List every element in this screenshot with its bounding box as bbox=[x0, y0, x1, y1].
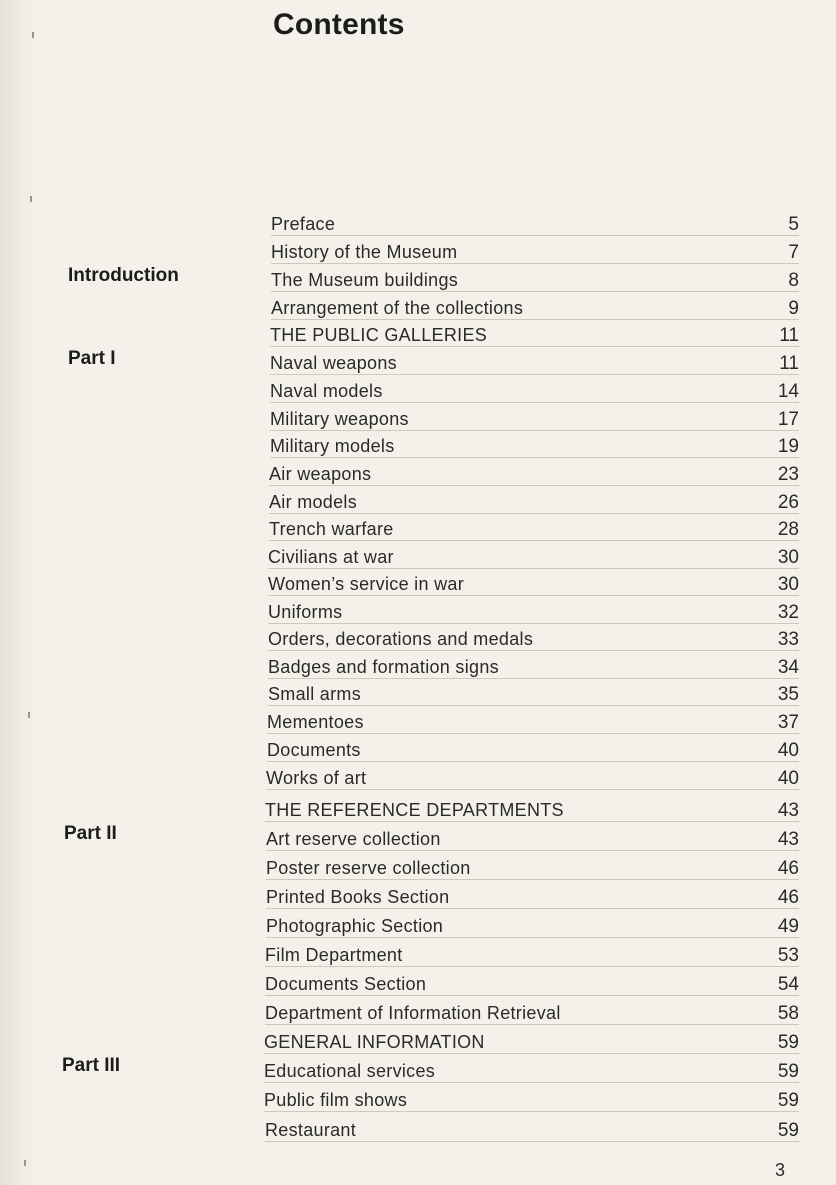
toc-entry-title: Documents bbox=[267, 740, 361, 760]
toc-entry-title: Public film shows bbox=[264, 1090, 408, 1110]
toc-entry-title: Naval weapons bbox=[270, 353, 397, 373]
toc-entry bbox=[271, 265, 799, 292]
toc-entry-title: Film Department bbox=[265, 945, 403, 965]
toc-entry bbox=[271, 293, 799, 320]
toc-entry bbox=[270, 320, 799, 347]
toc-entry bbox=[270, 431, 799, 458]
page-title: Contents bbox=[273, 8, 405, 41]
toc-entry-page: 54 bbox=[777, 974, 799, 995]
toc-entry-page: 59 bbox=[777, 1090, 799, 1111]
toc-entry-title: Preface bbox=[271, 214, 336, 234]
paper-speck bbox=[32, 32, 34, 38]
toc-entry-title: Air weapons bbox=[269, 464, 372, 484]
toc-entry-page: 46 bbox=[777, 858, 799, 879]
toc-entry bbox=[264, 1027, 799, 1054]
toc-entry-title: Educational services bbox=[264, 1061, 436, 1081]
toc-entry bbox=[267, 707, 799, 734]
toc-entry-title: THE REFERENCE DEPARTMENTS bbox=[265, 800, 564, 820]
toc-entry bbox=[270, 376, 799, 403]
toc-entry-title: History of the Museum bbox=[271, 242, 458, 262]
toc-entry-page: 30 bbox=[777, 547, 799, 568]
toc-entry-title: Women’s service in war bbox=[268, 574, 464, 594]
toc-entry bbox=[265, 998, 799, 1025]
toc-entry-title: Trench warfare bbox=[269, 519, 394, 539]
toc-entry-page: 49 bbox=[777, 916, 799, 937]
section-label: Introduction bbox=[68, 265, 179, 286]
page-number: 3 bbox=[775, 1160, 786, 1180]
toc-entry bbox=[269, 487, 799, 514]
toc-entry-title: Art reserve collection bbox=[266, 829, 441, 849]
toc-entry-page: 11 bbox=[779, 353, 799, 374]
toc-entry-title: Works of art bbox=[266, 768, 367, 788]
toc-entry bbox=[270, 404, 799, 431]
toc-entry bbox=[268, 597, 799, 624]
toc-entry bbox=[266, 763, 799, 790]
toc-entry-title: Orders, decorations and medals bbox=[268, 629, 534, 649]
section-label: Part II bbox=[64, 823, 117, 844]
toc-entry bbox=[266, 911, 799, 938]
toc-entry-title: Photographic Section bbox=[266, 916, 444, 936]
toc-entry bbox=[265, 795, 799, 822]
page-binding-shadow bbox=[0, 0, 38, 1185]
paper-speck bbox=[30, 196, 32, 202]
toc-entry-page: 46 bbox=[777, 887, 799, 908]
toc-entry-page: 35 bbox=[777, 684, 799, 705]
toc-entry-page: 40 bbox=[777, 740, 799, 761]
paper-speck bbox=[28, 712, 30, 718]
section-label: Part I bbox=[68, 348, 116, 369]
toc-entry bbox=[269, 514, 799, 541]
toc-entry-page: 53 bbox=[777, 945, 799, 966]
toc-entry bbox=[270, 348, 799, 375]
toc-entry-page: 23 bbox=[777, 464, 799, 485]
toc-entry-page: 19 bbox=[777, 436, 799, 457]
toc-entry-page: 11 bbox=[779, 325, 799, 346]
toc-entry-page: 28 bbox=[777, 519, 799, 540]
toc-entry-title: Printed Books Section bbox=[266, 887, 450, 907]
toc-entry-page: 17 bbox=[777, 409, 799, 430]
toc-entry-page: 59 bbox=[777, 1061, 799, 1082]
toc-entry-page: 8 bbox=[788, 270, 799, 291]
toc-entry-title: Poster reserve collection bbox=[266, 858, 471, 878]
toc-entry bbox=[269, 459, 799, 486]
toc-entry-page: 26 bbox=[777, 492, 799, 513]
toc-entry-title: Naval models bbox=[270, 381, 383, 401]
toc-entry-title: Air models bbox=[269, 492, 358, 512]
toc-entry-page: 59 bbox=[777, 1120, 799, 1141]
toc-entry-page: 58 bbox=[777, 1003, 799, 1024]
toc-entry-page: 34 bbox=[777, 657, 799, 678]
toc-entry bbox=[268, 652, 799, 679]
toc-entry bbox=[271, 237, 799, 264]
toc-entry-page: 59 bbox=[777, 1032, 799, 1053]
toc-entry bbox=[268, 569, 799, 596]
toc-entry bbox=[264, 1056, 799, 1083]
toc-entry-page: 40 bbox=[777, 768, 799, 789]
toc-entry bbox=[264, 1085, 799, 1112]
paper-speck bbox=[24, 1160, 26, 1166]
toc-entry bbox=[268, 624, 799, 651]
toc-entry bbox=[268, 542, 799, 569]
toc-entry bbox=[266, 853, 799, 880]
toc-entry-title: Civilians at war bbox=[268, 547, 394, 567]
section-label: Part III bbox=[62, 1055, 121, 1076]
toc-entry-title: Badges and formation signs bbox=[268, 657, 499, 677]
toc-entry-page: 14 bbox=[777, 381, 799, 402]
toc-entry-title: GENERAL INFORMATION bbox=[264, 1032, 485, 1052]
toc-entry-title: Restaurant bbox=[265, 1120, 357, 1140]
toc-entry bbox=[265, 940, 799, 967]
toc-entry-page: 32 bbox=[777, 602, 799, 623]
toc-entry-page: 43 bbox=[777, 800, 799, 821]
toc-entry bbox=[265, 1115, 799, 1142]
toc-entry bbox=[271, 209, 799, 236]
toc-entry-title: Mementoes bbox=[267, 712, 364, 732]
toc-entry-title: Military models bbox=[270, 436, 395, 456]
toc-entry-title: The Museum buildings bbox=[271, 270, 459, 290]
toc-entry bbox=[267, 735, 799, 762]
toc-entry-page: 7 bbox=[788, 242, 799, 263]
toc-entry-title: Military weapons bbox=[270, 409, 409, 429]
toc-entry-title: Uniforms bbox=[268, 602, 343, 622]
toc-entry-title: Small arms bbox=[268, 684, 362, 704]
toc-entry-title: Arrangement of the collections bbox=[271, 298, 524, 318]
toc-entry-page: 9 bbox=[788, 298, 799, 319]
toc-entry bbox=[265, 969, 799, 996]
toc-entry-title: Documents Section bbox=[265, 974, 427, 994]
toc-entry bbox=[268, 679, 799, 706]
toc-entry-page: 43 bbox=[777, 829, 799, 850]
toc-entry-title: Department of Information Retrieval bbox=[265, 1003, 561, 1023]
toc-entry bbox=[266, 824, 799, 851]
toc-entry-page: 37 bbox=[777, 712, 799, 733]
toc-entry-title: THE PUBLIC GALLERIES bbox=[270, 325, 488, 345]
toc-entry-page: 33 bbox=[777, 629, 799, 650]
toc-entry bbox=[266, 882, 799, 909]
toc-entry-page: 5 bbox=[788, 214, 799, 235]
toc-entry-page: 30 bbox=[777, 574, 799, 595]
